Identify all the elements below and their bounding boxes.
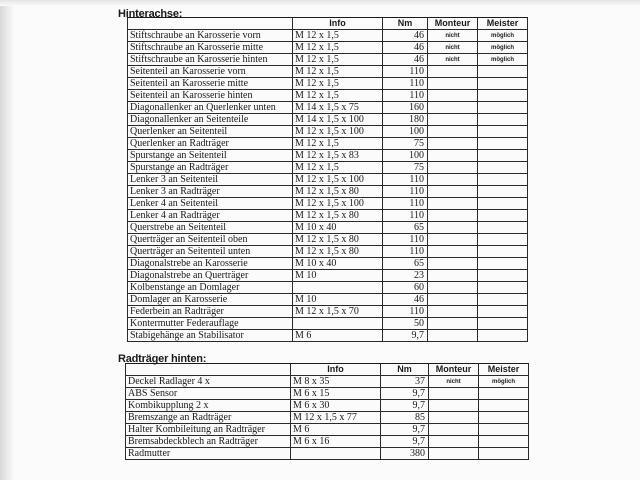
cell-meister (478, 330, 528, 342)
cell-info: M 12 x 1,5 x 70 (293, 306, 383, 318)
cell-monteur: nicht (428, 54, 478, 66)
table-row (128, 150, 528, 162)
cell-nm: 75 (383, 138, 428, 150)
cell-monteur (428, 210, 478, 222)
cell-info: M 12 x 1,5 (293, 42, 383, 54)
cell-info: M 8 x 35 (291, 376, 381, 388)
cell-nm: 23 (383, 270, 428, 282)
cell-meister (478, 78, 528, 90)
cell-info: M 10 (293, 294, 383, 306)
cell-info: M 12 x 1,5 x 80 (293, 234, 383, 246)
cell-info (291, 448, 381, 460)
table-row (126, 424, 529, 436)
cell-monteur (429, 436, 479, 448)
cell-meister (478, 138, 528, 150)
cell-monteur (428, 162, 478, 174)
cell-meister (478, 102, 528, 114)
table-row (128, 258, 528, 270)
table-header-row (128, 18, 528, 30)
cell-part: Diagonallenker an Querlenker unten (128, 102, 293, 114)
cell-info (293, 282, 383, 294)
table-row (128, 174, 528, 186)
table-row (128, 198, 528, 210)
cell-monteur (428, 90, 478, 102)
table-row (128, 162, 528, 174)
table-row (126, 376, 529, 388)
cell-part: Seitenteil an Karosserie hinten (128, 90, 293, 102)
cell-meister (478, 198, 528, 210)
cell-nm: 110 (383, 306, 428, 318)
cell-part: Kolbenstange an Domlager (128, 282, 293, 294)
cell-part: Querlenker an Radträger (128, 138, 293, 150)
cell-meister (478, 114, 528, 126)
header-nm: Nm (383, 18, 428, 30)
cell-monteur (428, 246, 478, 258)
table-row (126, 436, 529, 448)
cell-meister (479, 436, 529, 448)
cell-monteur (429, 424, 479, 436)
cell-info: M 12 x 1,5 x 100 (293, 198, 383, 210)
cell-monteur (428, 150, 478, 162)
header-meister: Meister (478, 18, 528, 30)
cell-nm: 46 (383, 30, 428, 42)
cell-monteur (428, 138, 478, 150)
cell-monteur (428, 66, 478, 78)
cell-info: M 6 x 30 (291, 400, 381, 412)
table-row (126, 388, 529, 400)
cell-nm: 160 (383, 102, 428, 114)
cell-part: Kombikupplung 2 x (126, 400, 291, 412)
cell-meister: möglich (479, 376, 529, 388)
cell-meister: möglich (478, 42, 528, 54)
table-row (128, 330, 528, 342)
cell-nm: 110 (383, 66, 428, 78)
cell-nm: 46 (383, 54, 428, 66)
cell-part: Bremszange an Radträger (126, 412, 291, 424)
cell-nm: 180 (383, 114, 428, 126)
cell-nm: 60 (383, 282, 428, 294)
cell-monteur (428, 186, 478, 198)
cell-part: Querträger an Seitenteil unten (128, 246, 293, 258)
cell-nm: 110 (383, 234, 428, 246)
cell-meister (478, 126, 528, 138)
cell-part: Stiftschraube an Karosserie mitte (128, 42, 293, 54)
cell-monteur (429, 448, 479, 460)
cell-nm: 110 (383, 198, 428, 210)
cell-info: M 10 x 40 (293, 222, 383, 234)
cell-part: Lenker 4 an Radträger (128, 210, 293, 222)
cell-monteur (428, 78, 478, 90)
cell-meister (479, 412, 529, 424)
cell-info: M 10 x 40 (293, 258, 383, 270)
table-row (128, 222, 528, 234)
cell-part: Diagonalstrebe an Querträger (128, 270, 293, 282)
cell-meister (478, 234, 528, 246)
cell-meister (478, 318, 528, 330)
cell-meister (478, 210, 528, 222)
cell-part: Lenker 3 an Radträger (128, 186, 293, 198)
cell-info: M 12 x 1,5 x 80 (293, 210, 383, 222)
section-title-hinterachse: Hinterachse: (118, 8, 183, 20)
cell-monteur (428, 306, 478, 318)
cell-nm: 110 (383, 78, 428, 90)
cell-info: M 12 x 1,5 (293, 30, 383, 42)
cell-part: Querstrebe an Seitenteil (128, 222, 293, 234)
header-part (126, 364, 291, 376)
cell-info (293, 318, 383, 330)
cell-part: Federbein an Radträger (128, 306, 293, 318)
cell-part: Deckel Radlager 4 x (126, 376, 291, 388)
table-row (128, 90, 528, 102)
table-row (128, 114, 528, 126)
cell-monteur (429, 388, 479, 400)
cell-meister: möglich (478, 54, 528, 66)
cell-nm: 110 (383, 90, 428, 102)
cell-nm: 9,7 (381, 400, 429, 412)
cell-nm: 50 (383, 318, 428, 330)
cell-part: Radmutter (126, 448, 291, 460)
cell-meister (478, 90, 528, 102)
cell-meister (478, 174, 528, 186)
cell-part: Diagonalstrebe an Karosserie (128, 258, 293, 270)
header-monteur: Monteur (428, 18, 478, 30)
table-body (126, 376, 529, 460)
cell-nm: 110 (383, 186, 428, 198)
cell-part: Querlenker an Seitenteil (128, 126, 293, 138)
scan-shadow-top (0, 0, 640, 6)
cell-part: Halter Kombileitung an Radträger (126, 424, 291, 436)
table-row (128, 294, 528, 306)
cell-meister (478, 258, 528, 270)
cell-meister (478, 162, 528, 174)
table-row (128, 270, 528, 282)
cell-info: M 12 x 1,5 x 77 (291, 412, 381, 424)
table-row (128, 78, 528, 90)
cell-part: Querträger an Seitenteil oben (128, 234, 293, 246)
cell-info: M 6 (293, 330, 383, 342)
cell-part: Spurstange an Seitenteil (128, 150, 293, 162)
cell-meister (478, 222, 528, 234)
cell-nm: 110 (383, 246, 428, 258)
cell-part: Kontermutter Federauflage (128, 318, 293, 330)
header-info: Info (291, 364, 381, 376)
cell-nm: 9,7 (381, 388, 429, 400)
cell-part: Seitenteil an Karosserie mitte (128, 78, 293, 90)
cell-info: M 12 x 1,5 x 100 (293, 174, 383, 186)
cell-nm: 9,7 (381, 436, 429, 448)
cell-nm: 380 (381, 448, 429, 460)
cell-meister (478, 294, 528, 306)
cell-meister (479, 388, 529, 400)
cell-monteur (429, 400, 479, 412)
cell-nm: 100 (383, 126, 428, 138)
table-row (128, 138, 528, 150)
table-row (128, 186, 528, 198)
table-row (126, 448, 529, 460)
cell-part: Spurstange an Radträger (128, 162, 293, 174)
cell-meister (479, 448, 529, 460)
cell-nm: 110 (383, 174, 428, 186)
cell-info: M 14 x 1,5 x 100 (293, 114, 383, 126)
table-row (128, 282, 528, 294)
cell-info: M 10 (293, 270, 383, 282)
cell-nm: 100 (383, 150, 428, 162)
cell-monteur (428, 330, 478, 342)
table-hinterachse (127, 17, 528, 342)
table-body (128, 30, 528, 342)
cell-info: M 6 (291, 424, 381, 436)
cell-nm: 9,7 (381, 424, 429, 436)
cell-part: Stabigehänge an Stabilisator (128, 330, 293, 342)
cell-monteur (428, 114, 478, 126)
cell-info: M 12 x 1,5 (293, 54, 383, 66)
table-row (128, 306, 528, 318)
cell-monteur (429, 412, 479, 424)
cell-info: M 12 x 1,5 (293, 138, 383, 150)
cell-info: M 6 x 16 (291, 436, 381, 448)
table-radtraeger (125, 363, 529, 460)
cell-meister (479, 424, 529, 436)
cell-meister (478, 282, 528, 294)
cell-info: M 12 x 1,5 x 80 (293, 246, 383, 258)
cell-info: M 12 x 1,5 x 83 (293, 150, 383, 162)
header-info: Info (293, 18, 383, 30)
cell-part: Lenker 4 an Seitenteil (128, 198, 293, 210)
cell-nm: 85 (381, 412, 429, 424)
cell-part: Bremsabdeckblech an Radträger (126, 436, 291, 448)
cell-monteur (428, 126, 478, 138)
cell-monteur (428, 282, 478, 294)
cell-info: M 12 x 1,5 (293, 90, 383, 102)
cell-monteur (428, 234, 478, 246)
cell-monteur: nicht (428, 30, 478, 42)
table-row (128, 210, 528, 222)
cell-info: M 12 x 1,5 (293, 78, 383, 90)
cell-monteur (428, 102, 478, 114)
cell-nm: 46 (383, 42, 428, 54)
cell-info: M 12 x 1,5 x 100 (293, 126, 383, 138)
cell-meister (478, 306, 528, 318)
cell-monteur (428, 258, 478, 270)
cell-monteur (428, 270, 478, 282)
table-row (126, 412, 529, 424)
cell-meister (478, 150, 528, 162)
section-title-radtraeger: Radträger hinten: (118, 353, 207, 365)
cell-part: ABS Sensor (126, 388, 291, 400)
cell-part: Diagonallenker an Seitenteile (128, 114, 293, 126)
table-row (128, 318, 528, 330)
cell-part: Stiftschraube an Karosserie vorn (128, 30, 293, 42)
cell-nm: 9,7 (383, 330, 428, 342)
header-nm: Nm (381, 364, 429, 376)
cell-monteur: nicht (429, 376, 479, 388)
cell-info: M 14 x 1,5 x 75 (293, 102, 383, 114)
cell-monteur (428, 222, 478, 234)
header-monteur: Monteur (429, 364, 479, 376)
table-row (128, 126, 528, 138)
table-row (126, 400, 529, 412)
table-row (128, 54, 528, 66)
cell-meister (479, 400, 529, 412)
header-part (128, 18, 293, 30)
cell-nm: 110 (383, 210, 428, 222)
cell-part: Seitenteil an Karosserie vorn (128, 66, 293, 78)
cell-monteur: nicht (428, 42, 478, 54)
cell-meister: möglich (478, 30, 528, 42)
cell-info: M 12 x 1,5 (293, 162, 383, 174)
cell-nm: 75 (383, 162, 428, 174)
table-row (128, 66, 528, 78)
cell-meister (478, 186, 528, 198)
cell-nm: 37 (381, 376, 429, 388)
table-row (128, 102, 528, 114)
table-row (128, 234, 528, 246)
cell-monteur (428, 294, 478, 306)
cell-nm: 65 (383, 258, 428, 270)
cell-part: Stiftschraube an Karosserie hinten (128, 54, 293, 66)
cell-monteur (428, 174, 478, 186)
cell-monteur (428, 198, 478, 210)
cell-monteur (428, 318, 478, 330)
cell-part: Domlager an Karosserie (128, 294, 293, 306)
table-row (128, 30, 528, 42)
cell-meister (478, 66, 528, 78)
cell-info: M 6 x 15 (291, 388, 381, 400)
cell-info: M 12 x 1,5 x 80 (293, 186, 383, 198)
cell-meister (478, 246, 528, 258)
cell-nm: 65 (383, 222, 428, 234)
table-row (128, 246, 528, 258)
table-header-row (126, 364, 529, 376)
table-row (128, 42, 528, 54)
cell-part: Lenker 3 an Seitenteil (128, 174, 293, 186)
header-meister: Meister (479, 364, 529, 376)
scan-shadow-left (0, 0, 14, 480)
cell-nm: 46 (383, 294, 428, 306)
cell-info: M 12 x 1,5 (293, 66, 383, 78)
cell-meister (478, 270, 528, 282)
